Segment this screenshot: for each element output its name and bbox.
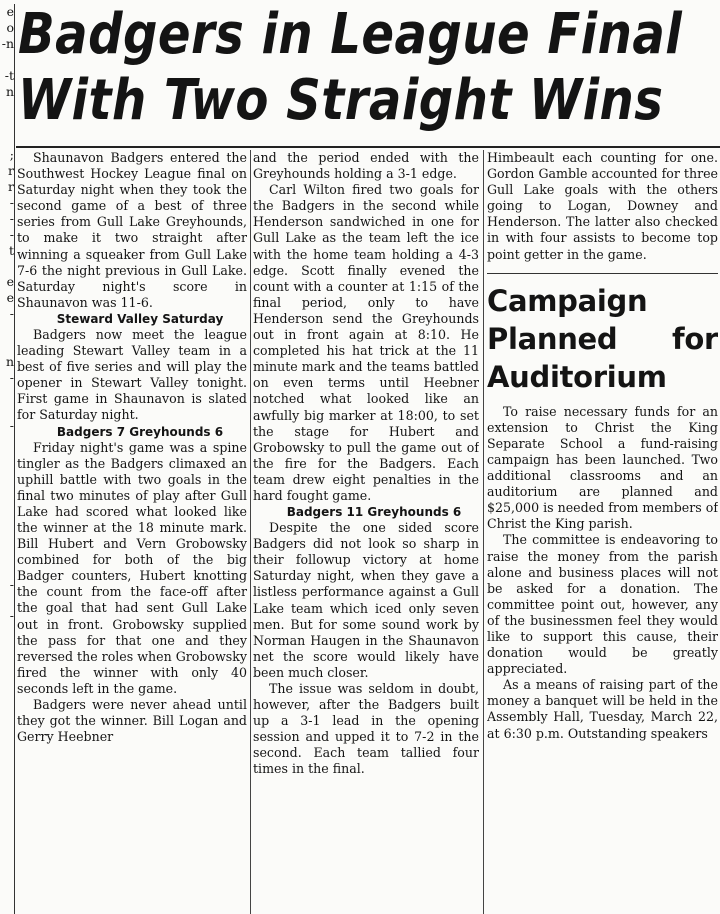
subheading: Steward Valley Saturday (56, 311, 224, 326)
edge-fragment (0, 704, 14, 720)
edge-fragment (0, 624, 14, 640)
edge-fragment: e (6, 4, 14, 19)
edge-fragment (0, 863, 14, 879)
edge-fragment (0, 545, 14, 561)
edge-fragment: n (5, 353, 14, 369)
edge-fragment (0, 783, 14, 799)
edge-fragment (0, 338, 14, 354)
edge-fragment (0, 736, 14, 752)
headline-line-1: Badgers in League Final (18, 2, 683, 67)
edge-fragment: - (9, 226, 14, 242)
edge-fragment: o (6, 19, 14, 35)
edge-fragment (0, 115, 14, 131)
edge-fragment: e (6, 290, 14, 306)
article-column-2 (253, 150, 479, 914)
edge-fragment (0, 815, 14, 831)
paragraph: As a means of raising part of the money a banquet will be held in the Assembly Hall, Tuesday, March 22, at 6:30 p.m. Outstanding speakers (487, 677, 718, 741)
edge-fragment (0, 656, 14, 672)
edge-fragment: e (6, 274, 14, 290)
edge-fragment (0, 640, 14, 656)
edge-fragment: t- (4, 67, 14, 83)
edge-fragment (0, 879, 14, 895)
edge-fragment: - (9, 194, 14, 210)
edge-fragment: - (9, 369, 14, 385)
paragraph: and the period ended with the Greyhounds holding a 3-1 edge. (253, 150, 479, 182)
column-divider (250, 150, 251, 914)
edge-fragment: ; (9, 147, 14, 163)
paragraph: To raise necessary funds for an extension to Christ the King Separate School a fund-raising campaign has been launched. Two additional classrooms and an auditorium are planned and $25,000 is needed from members of Christ the King parish. (487, 403, 718, 532)
edge-fragment (0, 752, 14, 768)
edge-fragment (0, 561, 14, 577)
edge-fragment (0, 433, 14, 449)
edge-fragment: n- (1, 35, 14, 51)
headline-rule (16, 146, 720, 148)
paragraph: Despite the one sided score Badgers did not look so sharp in their followup victory at home Saturday night, when they gave a listless performance against a Gull Lake team which iced only seven men. But for some sound work by Norman Haugen in the Shaunavon net the score would likely have been much closer. (253, 520, 479, 680)
edge-fragment: t (8, 242, 14, 258)
edge-fragment (0, 688, 14, 704)
edge-fragment (0, 513, 14, 529)
edge-fragment (0, 847, 14, 863)
edge-fragment: - (9, 417, 14, 433)
edge-fragment (0, 799, 14, 815)
subheading: Badgers 7 Greyhounds 6 (56, 424, 224, 439)
paragraph: Himbeault each counting for one. Gordon Gamble accounted for three Gull Lake goals with the others going to Logan, Downey and Henderson. The latter also checked in with four assists to become top point getter in the game. (487, 150, 718, 262)
edge-fragment: - (9, 608, 14, 624)
edge-fragment (0, 497, 14, 513)
paragraph: The committee is endeavoring to raise the money from the parish alone and business places will not be asked for a donation. The committee point out, however, any of the businessmen feel they would like to support this cause, their donation would be greatly appreciated. (487, 532, 718, 677)
paragraph: The issue was seldom in doubt, however, after the Badgers built up a 3-1 lead in the opening session and upped it to 7-2 in the second. Each team tallied four times in the final. (253, 681, 479, 777)
edge-fragment (0, 322, 14, 338)
article-column-1 (17, 150, 247, 914)
edge-fragment (0, 259, 14, 275)
sub-article-headline: Campaign Planned for Auditorium (487, 273, 718, 396)
edge-fragment (0, 402, 14, 418)
edge-fragment (0, 831, 14, 847)
edge-fragment (0, 481, 14, 497)
article-column-3 (487, 150, 718, 914)
edge-fragment (0, 672, 14, 688)
edge-fragment: - (9, 306, 14, 322)
edge-fragment (0, 593, 14, 609)
edge-fragment (0, 449, 14, 465)
edge-fragment (0, 99, 14, 115)
edge-fragment: - (9, 210, 14, 226)
paragraph: Shaunavon Badgers entered the Southwest Hockey League final on Saturday night when they took the second game of a best of three series from Gull Lake Greyhounds, to make it two straight after winning a squeaker from Gull Lake 7-6 the night previous in Gull Lake. Saturday night's score in Shaunavon was 11-6. (17, 150, 247, 310)
column-divider (483, 150, 484, 914)
edge-fragment: r (8, 163, 14, 179)
edge-fragment (0, 465, 14, 481)
paragraph: Carl Wilton fired two goals for the Badgers in the second while Henderson sandwiched in one for Gull Lake as the team left the ice with the home team holding a 4-3 edge. Scott finally evened the count with a counter at 1:15 of the final period, only to have Henderson send the Greyhounds out in front again at 8:10. He completed his hat trick at the 11 minute mark and the teams battled on even terms until Heebner notched what looked like an awfully big marker at 18:00, to set the stage for Hubert and Grobowsky to pull the game out of the fire for the Badgers. Each team drew eight penalties in the hard fought game. (253, 182, 479, 503)
edge-fragment (0, 895, 14, 911)
paragraph: Friday night's game was a spine tingler as the Badgers climaxed an uphill battle with two goals in the final two minutes of play after Gull Lake had scored what looked like the winner at the 18 minute mark. Bill Hubert and Vern Grobowsky combined for both of the big Badger counters, Hubert knotting the count from the face-off after the goal that had sent Gull Lake out in front. Grobowsky supplied the pass for that one and they reversed the roles when Grobowsky fired the winner with only 40 seconds left in the game. (17, 439, 247, 696)
headline (18, 2, 683, 134)
edge-fragment: - (9, 576, 14, 592)
headline-line-2: With Two Straight Wins (18, 68, 664, 133)
edge-fragment (0, 52, 14, 68)
edge-fragment (0, 131, 14, 147)
edge-fragment (0, 768, 14, 784)
edge-fragment: n (5, 83, 14, 99)
subheading: Badgers 11 Greyhounds 6 (286, 505, 462, 520)
edge-fragment (0, 386, 14, 402)
paragraph: Badgers now meet the league leading Stewart Valley team in a best of five series and will play the opener in Stewart Valley tonight. First game in Shaunavon is slated for Saturday night. (17, 326, 247, 423)
edge-fragment (0, 720, 14, 736)
edge-fragment: r (8, 178, 14, 194)
cut-off-adjacent-column (0, 4, 15, 914)
edge-fragment (0, 529, 14, 545)
paragraph: Badgers were never ahead until they got the winner. Bill Logan and Gerry Heebner (17, 697, 247, 745)
